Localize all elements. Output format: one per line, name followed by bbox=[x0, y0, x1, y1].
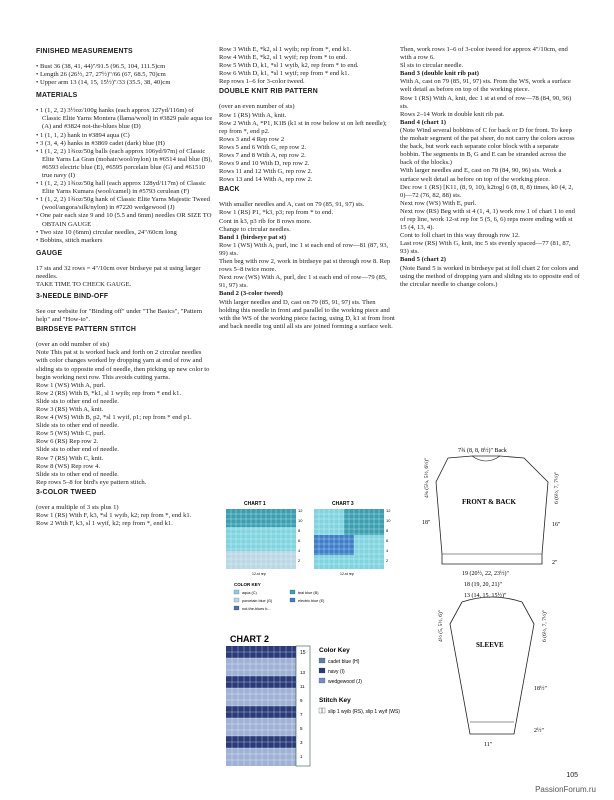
sleeve-height: 18½" bbox=[534, 686, 547, 692]
band5-heading: Band 5 (chart 2) bbox=[400, 256, 446, 264]
band2-text: With larger needles and D, cast on 79 (85, 91, 97) sts. Then holding this needle in front and parallel to the working piece and with the WS of the working piece facing, using D, k1 st from front and back needle tog until all sts are joined forming a surface welt. bbox=[219, 298, 395, 330]
chart-num: 6 bbox=[386, 538, 389, 543]
chart-num: 12 bbox=[386, 508, 391, 513]
chart2-title: CHART 2 bbox=[230, 634, 270, 644]
birdseye-note: Note This pat st is worked back and forth on 2 circular needles with color changes worked by dropping yarn at end of row and sliding sts to opposite end of needle, then picking up new color to begin working next row. This avoids cutting yarns. bbox=[36, 349, 210, 381]
band3-row: Row 1 (RS) With A, knit, dec 1 st at end of row—78 (84, 90, 96) sts. bbox=[400, 94, 572, 110]
band3-row: With A, cast on 79 (85, 91, 97) sts. From the WS, work a surface welt detail as before on top of the working piece. bbox=[400, 78, 571, 94]
bp-row: Slide sts to other end of needle. bbox=[36, 422, 119, 430]
bp-row: Slide sts to other end of needle. bbox=[36, 397, 119, 405]
height-18: 18" bbox=[422, 520, 431, 526]
chart-num: 8 bbox=[386, 528, 389, 533]
tweed-row: Row 2 With F, k3, sl 1 wyif, k2; rep from *, end k1. bbox=[36, 520, 173, 528]
birdseye-sub: (over an odd number of sts) bbox=[36, 341, 110, 349]
band4-row: Next row (WS) With E, purl. bbox=[400, 199, 477, 207]
bp-row: Row 4 (WS) With B, p2, *sl 1 wyif, p1; rep from * end p1. bbox=[36, 414, 192, 422]
tweed-row: Rep rows 1–6 for 3-color tweed. bbox=[219, 78, 305, 86]
dk-row: Rows 13 and 14 With A, rep row 2. bbox=[219, 176, 313, 184]
mat-line: • 3 (3, 4, 4) hanks in #3869 cadet (dark) blue (H) bbox=[36, 139, 165, 147]
chart2-num: 13 bbox=[300, 670, 306, 675]
fm-line: • Length 26 (26½, 27, 27½)"/66 (67, 68.5, 70)cm bbox=[36, 71, 166, 79]
chart2-num: 3 bbox=[300, 740, 303, 745]
band4-row: Dec row 1 (RS) [K11, (8, 9, 10), k2tog] 6 (8, 8, 8) times, k0 (4, 2, 0)—72 (76, 82, 88) sts. bbox=[400, 183, 574, 199]
chart2-num: 11 bbox=[300, 684, 305, 689]
chart1-rep: 12-st rep bbox=[252, 572, 266, 576]
back-row: Row 1 (RS) P1, *k3, p3; rep from * to end. bbox=[219, 209, 334, 217]
materials-heading: MATERIALS bbox=[36, 92, 78, 100]
c3-line: Then, work rows 1–6 of 3-color tweed for approx 4"/10cm, end with a row 6. bbox=[400, 46, 568, 62]
chart-num: 10 bbox=[298, 518, 303, 523]
key-aqua: aqua (C) bbox=[242, 591, 257, 595]
front-back-label: FRONT & BACK bbox=[462, 498, 516, 506]
dk-row: Rows 9 and 10 With D, rep row 2. bbox=[219, 160, 310, 168]
bp-row: Slide sts to other end of needle. bbox=[36, 446, 119, 454]
dk-row: Rows 5 and 6 With G, rep row 2. bbox=[219, 143, 307, 151]
key-porcelain: porcelain blue (G) bbox=[242, 599, 273, 603]
swatch-electric bbox=[290, 598, 295, 602]
tweed-row: Row 4 With E, *k2, sl 1 wyif; rep from * to end. bbox=[219, 54, 347, 62]
sleeve-outline bbox=[450, 597, 534, 734]
chart1-title: CHART 1 bbox=[244, 501, 266, 507]
tweed-row: Row 5 With D, k1, *sl 1 wyib, k2, rep from * to end. bbox=[219, 62, 359, 70]
tweed-row: Row 6 With D, k1, *sl 1 wyif; rep from * end k1. bbox=[219, 70, 350, 78]
bp-row: Row 2 (RS) With B, *k1, sl 1 wyib; rep from * end k1. bbox=[36, 389, 182, 397]
band1-row: Next row (WS) With A, purl, dec 1 st each end of row—79 (85, 91, 97) sts. bbox=[219, 274, 387, 290]
tweed-row: Row 3 With E, *k2, sl 1 wyib; rep from *, end k1. bbox=[219, 46, 352, 53]
chart2-num: 1 bbox=[300, 754, 303, 759]
chart2-num: 5 bbox=[300, 726, 303, 731]
right-height: 6 (6½, 7, 7½)" bbox=[554, 471, 560, 504]
mat-line: • 1 (1, 2, 2) 1¾oz/50g hank of Classic Elite Yarns Majestic Tweed (wool/angora/silk/nylon) in #7220 wedgewood (J) bbox=[36, 196, 210, 212]
band3-row: Rows 2–14 Work in double knit rib pat. bbox=[400, 110, 505, 118]
back-neck-label: 7¾ (8, 8, 8½)" Back bbox=[458, 448, 507, 454]
chart2-num: 7 bbox=[300, 712, 303, 717]
chart-num: 10 bbox=[386, 518, 391, 523]
charts-1-3 bbox=[222, 497, 398, 625]
schematics bbox=[402, 442, 582, 772]
bindoff-heading: 3-NEEDLE BIND-OFF bbox=[36, 293, 109, 301]
swatch-notblue bbox=[234, 606, 239, 610]
swatch-wedgewood bbox=[319, 678, 325, 683]
dk-row: Rows 7 and 8 With A, rep row 2. bbox=[219, 152, 306, 160]
band4-row: (Note Wind several bobbins of C for back or D for front. To keep the mohair segment of the pat sheer, do not carry the colors across the back, but work each separate color block with a separate bobbin. The segments in B, G and E can be stranded across the back of the blocks.) bbox=[400, 126, 575, 167]
mat-line: • 1 (1, 2, 2) 3½oz/100g hanks (each approx 127yd/116m) of Classic Elite Yarns Montera (llama/wool) in #3829 pale aqua ice (A) and #3824 not-the-blues blue (D) bbox=[36, 107, 213, 131]
finished-heading: FINISHED MEASUREMENTS bbox=[36, 48, 133, 55]
key-slip: slip 1 wyib (RS), slip 1 wyif (WS) bbox=[328, 709, 400, 715]
gauge-check: TAKE TIME TO CHECK GAUGE. bbox=[36, 281, 132, 289]
stitch-key-title: Stitch Key bbox=[319, 697, 351, 704]
dk-row: Row 1 (RS) With A, knit. bbox=[219, 111, 287, 119]
chart-num: 2 bbox=[386, 558, 389, 563]
fm-line: • Bust 36 (38, 41, 44)"/91.5 (96.5, 104, 111.5)cm bbox=[36, 62, 166, 70]
band3-heading: Band 3 (double knit rib pat) bbox=[400, 70, 479, 78]
bp-row: Row 6 (RS) Rep row 2. bbox=[36, 438, 99, 446]
column-2 bbox=[219, 46, 395, 331]
sleeve-right: 6 (6½, 7, 7½)" bbox=[542, 609, 548, 642]
key-electric: electric blue (E) bbox=[298, 599, 325, 603]
mat-line: • 1 (1, 2, 2) 1¾oz/50g hall (each approx 128yd/117m) of Classic Elite Yarns Kumara (wool/camel) in #5793 cerulean (F) bbox=[36, 180, 206, 196]
gauge-text: 17 sts and 32 rows = 4"/10cm over birdseye pat st using larger needles. bbox=[36, 264, 201, 280]
dk-sub: (over an even number of sts) bbox=[219, 103, 295, 111]
chart-2 bbox=[222, 630, 402, 770]
sleeve-cuff: 11" bbox=[484, 742, 493, 748]
bp-row: Row 7 (RS) With C, knit. bbox=[36, 454, 104, 462]
mat-line: • 1 (1, 2, 2) 1¾oz/50g balls (each approx 106yd/97m) of Classic Elite Yarns La Gran (mohair/wool/nylon) in #6514 teal blue (B), #6593 electric blue (E), #6595 porcelain blue (G) and #61510 true navy (I) bbox=[36, 147, 213, 179]
bp-row: Slide sts to other end of needle. bbox=[36, 470, 119, 478]
chart2-num: 9 bbox=[300, 698, 303, 703]
swatch-cadet bbox=[319, 658, 325, 663]
height-2: 2" bbox=[552, 560, 558, 566]
bindoff-text: See our website for "Binding off" under "The Basics", "Pattern help" and "How-to". bbox=[36, 308, 203, 324]
chart-num: 4 bbox=[386, 548, 389, 553]
width-label: 19 (20½, 22, 23½)" bbox=[462, 571, 509, 577]
watermark: PassionForum.ru bbox=[535, 785, 596, 794]
dk-row: Row 2 With A, *P1, K1B (k1 st in row below st on left needle); rep from *, end p2. bbox=[219, 119, 387, 135]
swatch-porcelain bbox=[234, 598, 239, 602]
bp-row: Row 8 (WS) Rep row 4. bbox=[36, 462, 101, 470]
back-heading: BACK bbox=[219, 186, 240, 194]
mat-line: • Two size 10 (6mm) circular needles, 24"/60cm long bbox=[36, 228, 177, 236]
band2-heading: Band 2 (3-color tweed) bbox=[219, 290, 283, 298]
swatch-aqua bbox=[234, 590, 239, 594]
dk-heading: DOUBLE KNIT RIB PATTERN bbox=[219, 88, 318, 96]
charts-1-3-svg bbox=[222, 497, 398, 625]
tweed-row: Row 1 (RS) With F, k3, *sl 1 wyib, k2; rep from *, end k1. bbox=[36, 512, 192, 520]
back-row: Change to circular needles. bbox=[219, 225, 291, 233]
back-row: Cont in k3, p3 rib for 8 rows more. bbox=[219, 217, 312, 225]
key-wedgewood: wedgewood (J) bbox=[328, 679, 362, 685]
bp-row: Row 5 (WS) With C, purl. bbox=[36, 430, 106, 438]
tweed-sub: (over a multiple of 3 sts plus 1) bbox=[36, 503, 119, 511]
sleeve-label: SLEEVE bbox=[476, 641, 504, 649]
chart-num: 6 bbox=[298, 538, 301, 543]
chart2-grid bbox=[226, 646, 296, 766]
mat-line: • One pair each size 9 and 10 (5.5 and 6mm) needles OR SIZE TO OBTAIN GAUGE bbox=[36, 212, 212, 228]
mat-line: • 1 (1, 1, 2) hank in #3894 aqua (C) bbox=[36, 131, 130, 139]
key-navy: navy (I) bbox=[328, 669, 345, 675]
chart-num: 8 bbox=[298, 528, 301, 533]
sleeve-top-label: 13 (14, 15, 15½)" bbox=[464, 593, 507, 599]
bp-row: Rep rows 5–8 for bird's eye pattern stitch. bbox=[36, 478, 147, 486]
key-cadet: cadet blue (H) bbox=[328, 659, 360, 665]
left-height: 4¾ (5¼, 5½, 6½)" bbox=[424, 457, 430, 498]
mat-line: • Bobbins, stitch markers bbox=[36, 236, 103, 244]
column-1 bbox=[36, 46, 214, 528]
band4-heading: Band 4 (chart 1) bbox=[400, 118, 446, 126]
key-teal: teal blue (B) bbox=[298, 591, 319, 595]
dk-row: Rows 3 and 4 Rep row 2 bbox=[219, 135, 285, 143]
chart2-svg bbox=[222, 630, 402, 770]
chart-num: 12 bbox=[298, 508, 303, 513]
sleeve-left: 4½ (5, 5½, 6)" bbox=[438, 609, 444, 642]
swatch-navy bbox=[319, 668, 325, 673]
band4-row: With larger needles and E, cast on 78 (84, 90, 96) sts. Work a surface welt detail as before on top of the working piece. bbox=[400, 167, 562, 183]
fm-line: • Upper arm 13 (14, 15, 15½)"/33 (35.5, 38, 40)cm bbox=[36, 79, 171, 87]
band1-row: Row 1 (WS) With A, purl, inc 1 st each end of row—81 (87, 93, 99) sts. bbox=[219, 241, 389, 257]
height-16: 16" bbox=[552, 522, 561, 528]
front-back-outline bbox=[436, 456, 548, 564]
bp-row: Row 1 (WS) With A, purl. bbox=[36, 381, 106, 389]
band1-heading: Band 1 (birdseye pat st) bbox=[219, 233, 287, 241]
dk-row: Rows 11 and 12 With G, rep row 2. bbox=[219, 168, 313, 176]
schematic-svg bbox=[402, 442, 582, 772]
chart-num: 4 bbox=[298, 548, 301, 553]
birdseye-heading: BIRDSEYE PATTERN STITCH bbox=[36, 326, 137, 334]
chart2-edge bbox=[296, 646, 310, 766]
swatch-teal bbox=[290, 590, 295, 594]
band4-row: Next row (RS) Beg with st 4 (1, 4, 1) work row 1 of chart 1 to end of rep line, work 12-st rep for 5 (5, 6, 6) reps more ending with st 15 (4, 13, 4). bbox=[400, 207, 575, 232]
back-text: With smaller needles and A, cast on 79 (85, 91, 97) sts. bbox=[219, 201, 365, 209]
band4-row: Last row (RS) With G, knit, inc 5 sts evenly spaced—77 (81, 87, 93) sts. bbox=[400, 240, 571, 256]
key-notblue: not-the-blues b... bbox=[242, 607, 271, 611]
color-key-title: COLOR KEY bbox=[234, 582, 261, 587]
gauge-heading: GAUGE bbox=[36, 249, 63, 257]
chart2-row15: 15 bbox=[300, 650, 306, 656]
sleeve-rib: 2½" bbox=[534, 728, 544, 734]
hem-label: 18 (19, 20, 21)" bbox=[464, 582, 502, 588]
tweed-heading: 3-COLOR TWEED bbox=[36, 488, 97, 496]
band5-text: (Note Band 5 is worked in birdseye pat st foll chart 2 for colors and using the method of dropping yarn and sliding sts to opposite end of the circular needle to change colors.) bbox=[400, 264, 580, 288]
band4-row: Cont to foll chart in this way through row 12. bbox=[400, 232, 520, 240]
chart3-rep: 12-st rep bbox=[340, 572, 354, 576]
column-3 bbox=[400, 46, 580, 289]
color-key-2-title: Color Key bbox=[319, 647, 350, 654]
bp-row: Row 3 (RS) With A, knit. bbox=[36, 406, 104, 414]
band1-row: Then beg with row 2, work in birdseye pat st through row 8. Rep rows 5–8 twice more. bbox=[219, 258, 391, 274]
neckline bbox=[472, 456, 500, 461]
c3-line: Sl sts to circular needle. bbox=[400, 62, 464, 70]
chart-num: 2 bbox=[298, 558, 301, 563]
chart3-title: CHART 3 bbox=[332, 501, 354, 507]
page-number: 105 bbox=[566, 772, 578, 779]
